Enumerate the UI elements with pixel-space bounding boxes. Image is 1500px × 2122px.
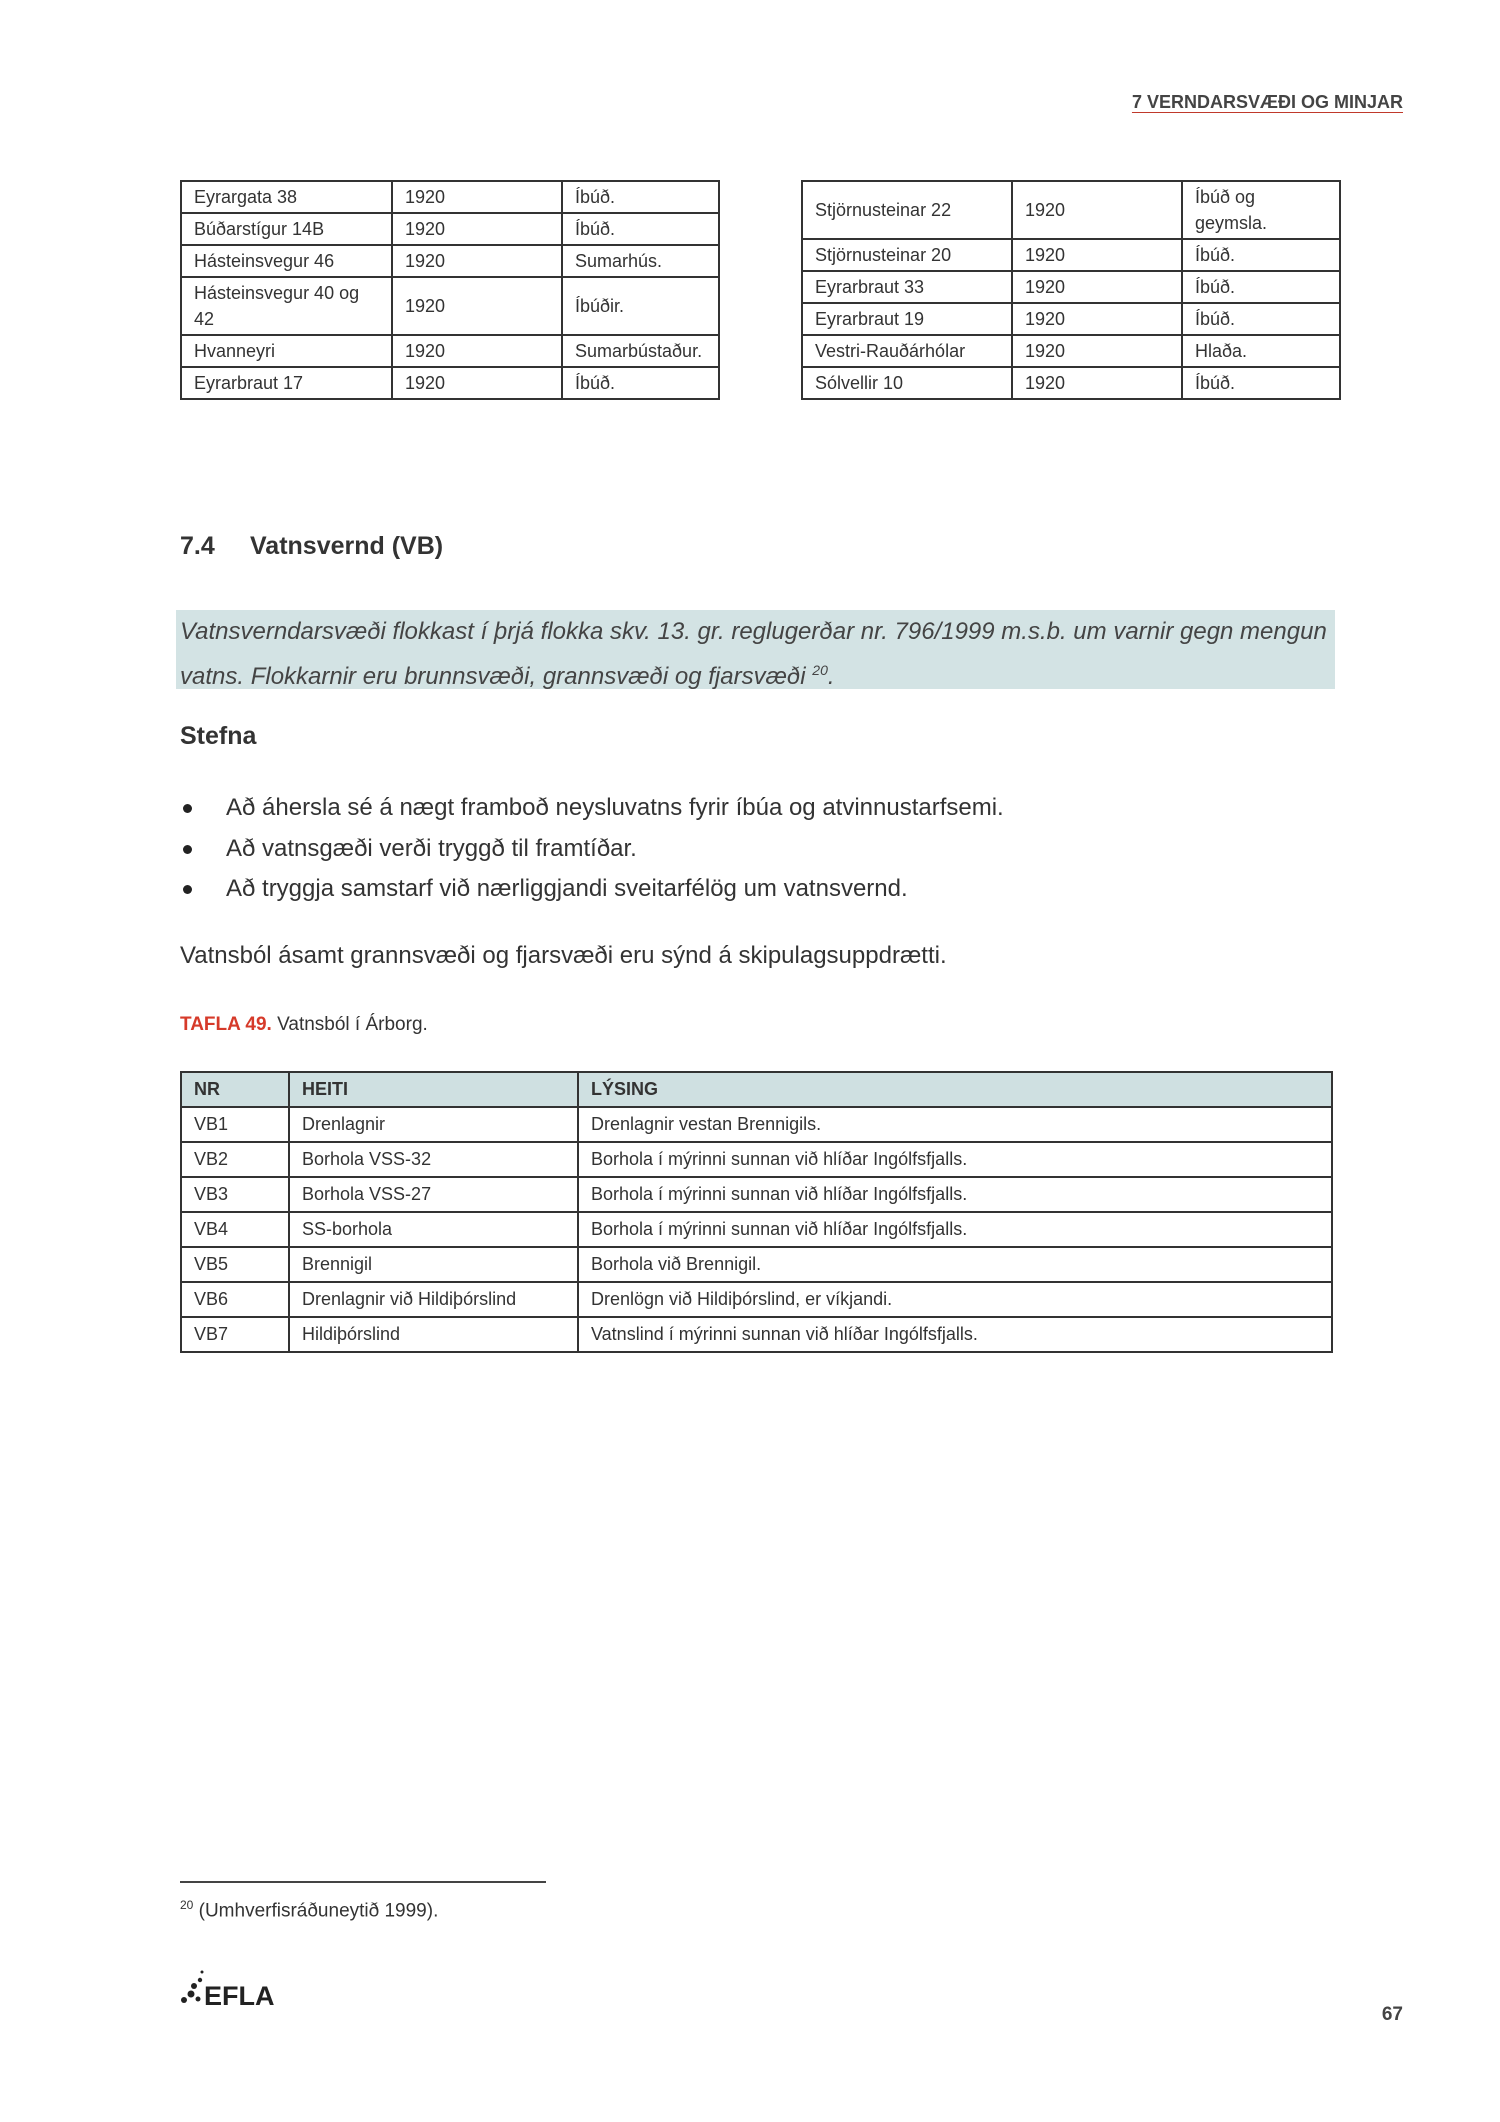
- table-cell: Stjörnusteinar 20: [802, 239, 1012, 271]
- caption-text: Vatnsból í Árborg.: [271, 1014, 428, 1035]
- table-cell: VB6: [181, 1282, 289, 1317]
- table-cell: Stjörnusteinar 22: [802, 181, 1012, 239]
- table-cell: Drenlagnir: [289, 1107, 578, 1142]
- table-cell: Sumarbústaður.: [562, 335, 719, 367]
- table-cell: Drenlagnir vestan Brennigils.: [578, 1107, 1332, 1142]
- section-heading: [180, 532, 443, 561]
- table-row: [802, 271, 1340, 303]
- water-sources-table: [180, 1071, 1333, 1353]
- table-cell: Hásteinsvegur 46: [181, 245, 392, 277]
- table-cell: VB7: [181, 1317, 289, 1352]
- table-row: [181, 1142, 1332, 1177]
- table-cell: VB3: [181, 1177, 289, 1212]
- table-row: [802, 239, 1340, 271]
- policy-heading: Stefna: [180, 722, 257, 750]
- highlight-text: Vatnsverndarsvæði flokkast í þrjá flokka skv. 13. gr. reglugerðar nr. 796/1999 m.s.b. um varnir gegn mengun vatns. Flokkarnir eru brunnsvæði, grannsvæði og fjarsvæði: [180, 618, 1327, 690]
- table-cell: Borhola í mýrinni sunnan við hlíðar Ingólfsfjalls.: [578, 1177, 1332, 1212]
- table-cell: 1920: [392, 245, 562, 277]
- table-cell: Eyrarbraut 33: [802, 271, 1012, 303]
- table-row: [181, 1107, 1332, 1142]
- table-cell: Borhola í mýrinni sunnan við hlíðar Ingólfsfjalls.: [578, 1142, 1332, 1177]
- table-cell: Hildiþórslind: [289, 1317, 578, 1352]
- table-row: [802, 367, 1340, 399]
- list-item: Að vatnsgæði verði tryggð til framtíðar.: [180, 829, 1004, 870]
- efla-logo: [180, 1968, 290, 2013]
- table-cell: 1920: [1012, 367, 1182, 399]
- table-cell: Íbúð.: [1182, 271, 1340, 303]
- table-row: [181, 335, 719, 367]
- footnote-text: (Umhverfisráðuneytið 1999).: [193, 1900, 439, 1922]
- list-item: Að tryggja samstarf við nærliggjandi sveitarfélög um vatnsvernd.: [180, 869, 1004, 910]
- table-cell: SS-borhola: [289, 1212, 578, 1247]
- table-cell: Hlaða.: [1182, 335, 1340, 367]
- table-cell: VB5: [181, 1247, 289, 1282]
- table-cell: 1920: [1012, 335, 1182, 367]
- table-cell: Sumarhús.: [562, 245, 719, 277]
- header-lysing: LÝSING: [578, 1072, 1332, 1107]
- table-row: [181, 1317, 1332, 1352]
- table-cell: Drenlögn við Hildiþórslind, er víkjandi.: [578, 1282, 1332, 1317]
- section-title: Vatnsvernd (VB): [250, 532, 444, 560]
- table-row: [181, 1212, 1332, 1247]
- highlight-box: [176, 610, 1335, 689]
- table-row: [181, 245, 719, 277]
- table-row: [181, 277, 719, 335]
- table-row: [181, 367, 719, 399]
- svg-text:EFLA: EFLA: [204, 1981, 275, 2008]
- header-nr: NR: [181, 1072, 289, 1107]
- table-cell: Drenlagnir við Hildiþórslind: [289, 1282, 578, 1317]
- table-cell: Vatnslind í mýrinni sunnan við hlíðar Ingólfsfjalls.: [578, 1317, 1332, 1352]
- table-cell: Borhola í mýrinni sunnan við hlíðar Ingólfsfjalls.: [578, 1212, 1332, 1247]
- table-cell: Íbúð og geymsla.: [1182, 181, 1340, 239]
- table-row: [181, 213, 719, 245]
- table-cell: 1920: [1012, 239, 1182, 271]
- table-row: [802, 335, 1340, 367]
- table-row: [181, 1282, 1332, 1317]
- table-cell: 1920: [1012, 303, 1182, 335]
- table-cell: Borhola VSS-32: [289, 1142, 578, 1177]
- table-cell: Íbúð.: [1182, 239, 1340, 271]
- table-cell: Búðarstígur 14B: [181, 213, 392, 245]
- footnote-divider: [180, 1881, 546, 1883]
- table-cell: Sólvellir 10: [802, 367, 1012, 399]
- highlight-end: .: [827, 663, 835, 690]
- table-cell: Borhola við Brennigil.: [578, 1247, 1332, 1282]
- table-cell: Brennigil: [289, 1247, 578, 1282]
- table-caption: [180, 1014, 428, 1036]
- table-cell: 1920: [392, 335, 562, 367]
- footnote-number: 20: [180, 1898, 194, 1912]
- table-cell: 1920: [392, 181, 562, 213]
- table-cell: Borhola VSS-27: [289, 1177, 578, 1212]
- buildings-table-left: [180, 180, 720, 400]
- policy-list: [180, 788, 1004, 910]
- caption-label: TAFLA 49.: [180, 1014, 272, 1035]
- table-cell: Íbúð.: [1182, 367, 1340, 399]
- table-cell: Íbúð.: [562, 181, 719, 213]
- table-cell: 1920: [1012, 181, 1182, 239]
- table-cell: Íbúðir.: [562, 277, 719, 335]
- header-heiti: HEITI: [289, 1072, 578, 1107]
- table-row: [181, 181, 719, 213]
- table-cell: VB2: [181, 1142, 289, 1177]
- table-cell: 1920: [392, 277, 562, 335]
- table-cell: Vestri-Rauðárhólar: [802, 335, 1012, 367]
- section-number: 7.4: [180, 532, 215, 560]
- table-cell: 1920: [392, 367, 562, 399]
- table-cell: Eyrarbraut 17: [181, 367, 392, 399]
- table-cell: Íbúð.: [562, 213, 719, 245]
- buildings-table-right: [801, 180, 1341, 400]
- footnote: [180, 1898, 438, 1922]
- table-row: [181, 1177, 1332, 1212]
- table-cell: Íbúð.: [1182, 303, 1340, 335]
- footnote-ref[interactable]: 20: [812, 662, 828, 678]
- table-cell: 1920: [1012, 271, 1182, 303]
- table-row: [802, 303, 1340, 335]
- table-cell: Eyrargata 38: [181, 181, 392, 213]
- chapter-header: 7 VERNDARSVÆÐI OG MINJAR: [1131, 92, 1403, 112]
- body-paragraph: Vatnsból ásamt grannsvæði og fjarsvæði eru sýnd á skipulagsuppdrætti.: [180, 942, 947, 969]
- table-cell: Hásteinsvegur 40 og 42: [181, 277, 392, 335]
- table-cell: 1920: [392, 213, 562, 245]
- table-cell: VB4: [181, 1212, 289, 1247]
- table-row: [802, 181, 1340, 239]
- page-number: 67: [1381, 2004, 1403, 2025]
- table-cell: VB1: [181, 1107, 289, 1142]
- table-cell: Íbúð.: [562, 367, 719, 399]
- table-row: [181, 1247, 1332, 1282]
- table-header-row: [181, 1072, 1332, 1107]
- table-cell: Hvanneyri: [181, 335, 392, 367]
- list-item: Að áhersla sé á nægt framboð neysluvatns fyrir íbúa og atvinnustarfsemi.: [180, 788, 1004, 829]
- table-cell: Eyrarbraut 19: [802, 303, 1012, 335]
